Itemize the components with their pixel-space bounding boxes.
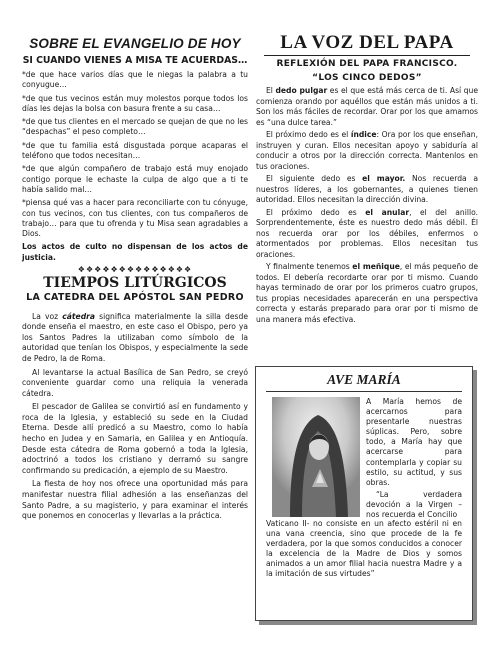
finger-paragraph-5: Y finalmente tenemos el meñique, el más pequeño de todos. El debería recordarte orar por ti mismo. Cuando hayas terminado de orar por los primeros cuatro grupos, tus propias necesidades aparecerán en una perspectiva correcta y estarás preparado para orar por ti mismo de una manera más efectiva.: [256, 262, 479, 324]
ave-paragraph-2-rest: Vaticano II- no consiste en un afecto estéril ni en una vana creencia, sino que procede de la fe verdadera, por la que somos conducidos a conocer la excelencia de la Madre de Dios y somos animados a un amor filial hacia nuestra Madre y a la imitación de sus virtudes”: [266, 519, 462, 579]
ave-maria-quote: [266, 519, 462, 580]
liturgical-subtitle: LA CATEDRA DEL APÓSTOL SAN PEDRO: [26, 292, 244, 304]
gospel-subtitle: SI CUANDO VIENES A MISA TE ACUERDAS…: [22, 55, 248, 66]
finger-paragraph-1: El dedo pulgar es el que está más cerca de ti. Así que comienza orando por aquéllos que están más unidos a ti. Son los más fáciles de recordar. Orar por los que amamos es “una dulce tarea.”: [256, 86, 478, 127]
gospel-item-1: *de que hace varios días que le niegas la palabra a tu conyugue…: [22, 70, 248, 90]
right-column: [256, 32, 478, 327]
finger-paragraph-3: El siguiente dedo es el mayor. Nos recuerda a nuestros líderes, a los gobernantes, a quienes tienen autoridad. Ellos necesitan la dirección divina.: [256, 174, 478, 204]
ave-maria-rule: [266, 391, 462, 392]
liturgical-title: TIEMPOS LITÚRGICOS: [43, 275, 227, 292]
ave-maria-title: AVE MARÍA: [327, 372, 401, 387]
finger-paragraph-4: El próximo dedo es el anular, el del anillo. Sorprendentemente, éste es nuestro dedo más débil. Él nos recuerda orar por los débiles, enfermos o atormentados por problemas. Ellos necesitan tus oraciones.: [256, 207, 479, 259]
finger-paragraph-2: El próximo dedo es el índice: Ora por los que enseñan, instruyen y curan. Ellos necesitan apoyo y sabiduría al conducir a otros por la dirección correcta. Mantenlos en tus oraciones.: [256, 130, 478, 171]
virgin-mary-image: [272, 397, 360, 517]
catedra-paragraph-3: El pescador de Galilea se convirtió así en fundamento y roca de la Iglesia, y estableció su sede en la Ciudad Eterna. Desde allí predicó a su Maestro, como lo había hecho en Judea y en Samaria, en Galilea y en Antioquía. Desde esta cátedra de Roma gobernó a toda la Iglesia, adoctrinó a todos los cristiano y derramó su sangre confirmando su predicación, a ejemplo de su Maestro.: [22, 402, 248, 475]
ave-maria-intro: [366, 397, 462, 520]
ave-paragraph-2-start: “La verdadera devoción a la Virgen – nos recuerda el Concilio: [366, 489, 462, 520]
catedra-paragraph-2: Al levantarse la actual Basílica de San Pedro, se creyó conveniente guardar como una reliquia la venerada cátedra.: [22, 367, 248, 398]
pope-reflection-subtitle: REFLEXIÓN DEL PAPA FRANCISCO.: [276, 59, 458, 69]
catedra-paragraph-4: La fiesta de hoy nos ofrece una oportunidad más para manifestar nuestra filial adhesión a las enseñanzas del Santo Padre, a su magisterio, y para examinar el interés que ponemos en conocerlas y llevarlas a la práctica.: [22, 479, 248, 521]
gospel-item-2: *de que tus vecinos están muy molestos porque todos los días les dejas la bolsa con basura frente a su casa…: [22, 93, 248, 113]
gospel-item-5: *de que algún compañero de trabajo está muy enojado contigo porque le echaste la culpa de algo que a ti te había salido mal…: [22, 164, 248, 194]
gospel-title: SOBRE EL EVANGELIO DE HOY: [29, 36, 241, 51]
gospel-item-6: *piensa qué vas a hacer para reconciliarte con tu cónyuge, con tus vecinos, con tus clientes, con tus compañeros de trabajo… para que tu ofrenda y tu Misa sean agradables a Dios.: [22, 198, 248, 239]
gospel-closing: Los actos de culto no dispensan de los actos de justicia.: [22, 242, 248, 262]
pope-voice-title: LA VOZ DEL PAPA: [280, 32, 454, 53]
gospel-item-3: *de que tus clientes en el mercado se quejan de que no les “despachas” el peso completo…: [22, 117, 248, 137]
gospel-item-4: *de que tu familia está disgustada porque acaparas el teléfono que todos necesitan…: [22, 140, 248, 161]
five-fingers-subtitle: “LOS CINCO DEDOS”: [312, 73, 422, 83]
catedra-paragraph-1: La voz cátedra significa materialmente la silla desde donde enseña el maestro, en este caso el Obispo, pero ya los Santos Padres la utilizaban como símbolo de la autoridad que tenían los Obispos, y especialmente la sede de Pedro, la de Roma.: [22, 311, 249, 363]
ave-maria-box: [255, 366, 473, 621]
ornament-divider: ❖❖❖❖❖❖❖❖❖❖❖❖❖❖: [77, 265, 193, 275]
ave-paragraph-1: A María hemos de acercarnos para presentarle nuestras súplicas. Pero, sobre todo, a María hay que acercarse para contemplarla y copiar su estilo, su actitud, y sus obras.: [366, 397, 462, 487]
left-column: [22, 36, 248, 525]
title-rule: [264, 55, 470, 56]
